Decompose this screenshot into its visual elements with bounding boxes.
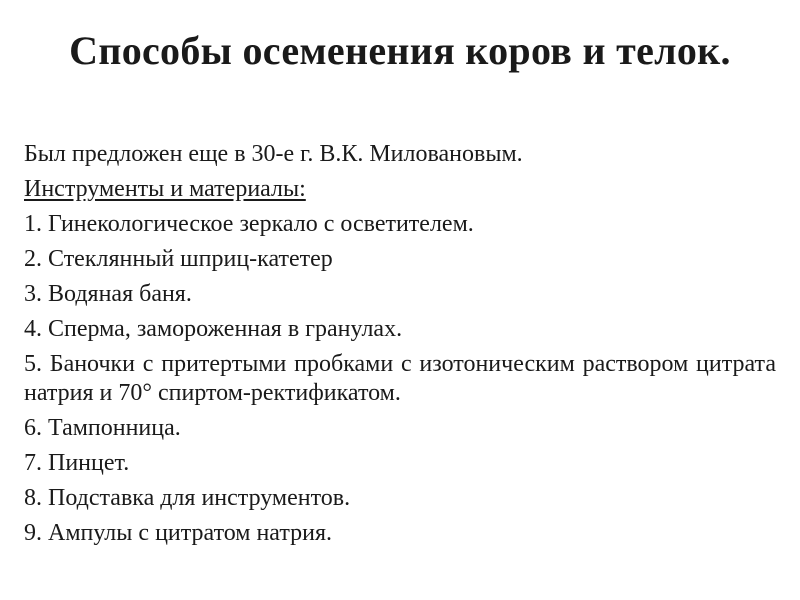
list-item: 2. Стеклянный шприц-катетер bbox=[24, 246, 333, 272]
materials-heading-text: Инструменты и материалы: bbox=[24, 176, 306, 202]
list-item: 9. Ампулы с цитратом натрия. bbox=[24, 520, 333, 546]
intro-text: Был предложен еще в 30-е г. В.К. Миловановым. bbox=[24, 141, 523, 167]
list-item: 3. Водяная баня. bbox=[24, 281, 192, 307]
list-item: 8. Подставка для инструментов. bbox=[24, 485, 351, 511]
list-item: 6. Тампонница. bbox=[24, 415, 181, 441]
slide-body bbox=[24, 140, 776, 554]
materials-heading bbox=[24, 175, 776, 204]
slide-title: Способы осеменения коров и телок. bbox=[69, 28, 731, 73]
list-item: 4. Сперма, замороженная в гранулах. bbox=[24, 316, 403, 342]
list-item: 5. Баночки с притертыми пробками с изотоническим раствором цитрата натрия и 70° спиртом-ректификатом. bbox=[24, 351, 776, 406]
list-item: 7. Пинцет. bbox=[24, 450, 130, 476]
list-item: 1. Гинекологическое зеркало с осветителем. bbox=[24, 211, 474, 237]
